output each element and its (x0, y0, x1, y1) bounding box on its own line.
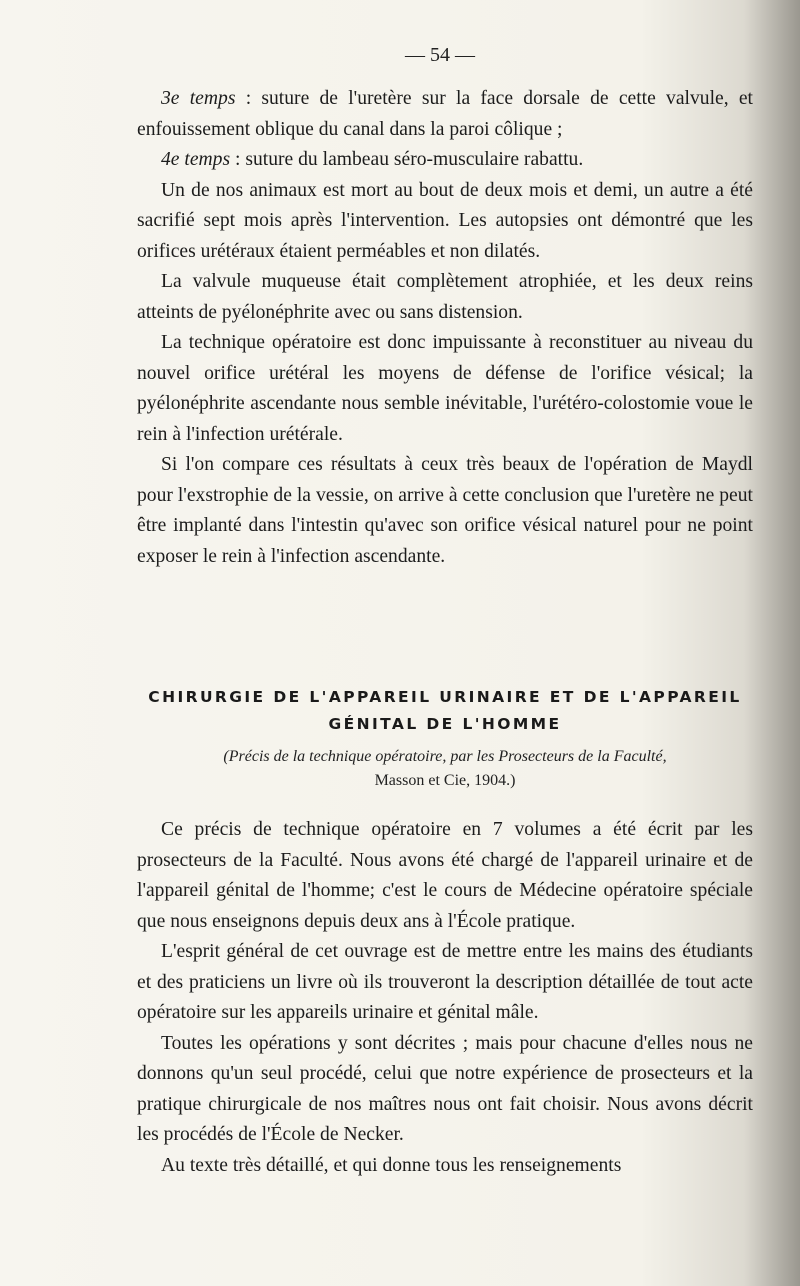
paragraph: Si l'on compare ces résultats à ceux très beaux de l'opération de Maydl pour l'exstrophie de la vessie, on arrive à cette conclusion que l'uretère ne peut être implanté dans l'intestin qu'avec son orifice vésical naturel pour ne point exposer le rein à l'infection ascendante. (137, 454, 753, 567)
paragraph: 3e temps : suture de l'uretère sur la face dorsale de cette valvule, et enfouissement oblique du canal dans la paroi côlique ; (137, 88, 753, 140)
section-heading (137, 684, 753, 738)
paragraph: Un de nos animaux est mort au bout de deux mois et demi, un autre a été sacrifié sept mois après l'intervention. Les autopsies ont démontré que les orifices urétéraux étaient perméables et non dilatés. (137, 179, 753, 262)
paragraph: Au texte très détaillé, et qui donne tous les renseignements (161, 1154, 622, 1176)
heading-line-1: CHIRURGIE DE L'APPAREIL URINAIRE ET DE L'APPAREIL (148, 688, 742, 706)
paragraph: La technique opératoire est donc impuissante à reconstituer au niveau du nouvel orifice urétéral les moyens de défense de l'orifice vésical; la pyélonéphrite ascendante nous semble inévitable, l'urétéro-colostomie voue le rein à l'infection urétérale. (137, 332, 753, 445)
paragraph: 4e temps : suture du lambeau séro-musculaire rabattu. (161, 149, 584, 170)
paragraph: L'esprit général de cet ouvrage est de mettre entre les mains des étudiants et des praticiens un livre où ils trouveront la description détaillée de tout acte opératoire sur les appareils urinaire et génital mâle. (137, 941, 753, 1023)
section-2-text (137, 815, 753, 1181)
page-number: — 54 — (405, 44, 475, 66)
heading-line-2: GÉNITAL DE L'HOMME (328, 715, 562, 733)
paragraph: La valvule muqueuse était complètement atrophiée, et les deux reins atteints de pyélonéphrite avec ou sans distension. (137, 271, 753, 323)
paragraph: Toutes les opérations y sont décrites ; mais pour chacune d'elles nous ne donnons qu'un seul procédé, celui que notre expérience de prosecteurs et la pratique chirurgicale de nos maîtres nous ont fait choisir. Nous avons décrit les procédés de l'École de Necker. (137, 1032, 753, 1145)
italic-term: 4e temps (161, 149, 231, 170)
italic-term: 3e temps (161, 88, 236, 109)
citation-publisher: Masson et Cie, 1904.) (374, 772, 516, 789)
section-1-text (137, 84, 753, 572)
citation-title: (Précis de la technique opératoire, par les Prosecteurs de la Faculté, (223, 748, 667, 765)
paragraph: Ce précis de technique opératoire en 7 volumes a été écrit par les prosecteurs de la Faculté. Nous avons été chargé de l'appareil urinaire et de l'appareil génital de l'homme; c'est le cours de Médecine opératoire spéciale que nous enseignons depuis deux ans à l'École pratique. (137, 819, 753, 932)
book-citation (137, 745, 753, 793)
